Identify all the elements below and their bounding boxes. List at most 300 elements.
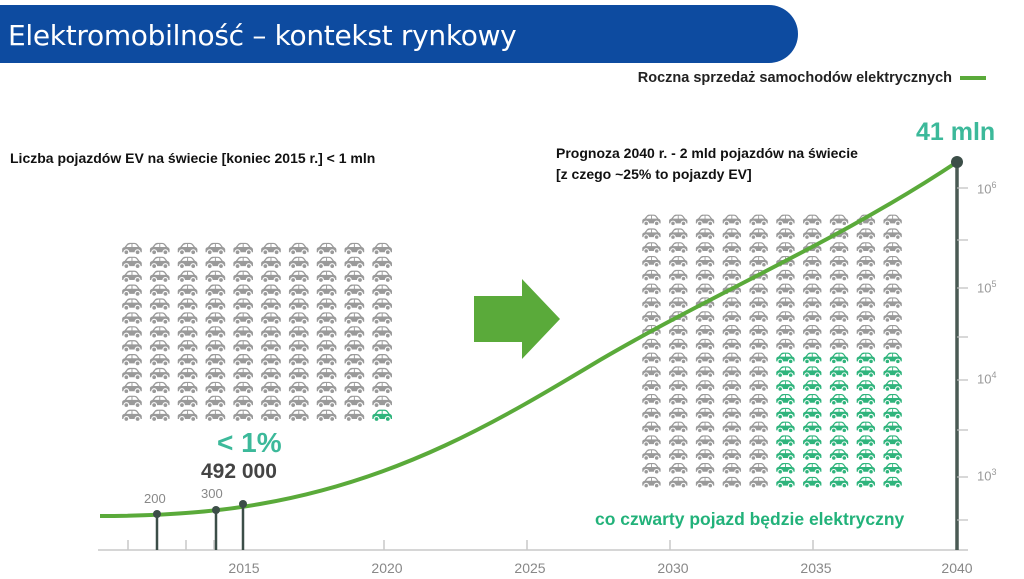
car-icon <box>206 354 226 366</box>
car-icon <box>372 312 392 324</box>
car-icon <box>642 270 660 281</box>
car-icon <box>345 396 365 408</box>
car-icon <box>830 270 848 281</box>
ev-car-icon <box>857 449 875 460</box>
car-icon <box>776 242 794 253</box>
car-icon <box>642 463 660 474</box>
car-icon <box>803 228 821 239</box>
car-icon <box>749 477 767 488</box>
car-icon <box>345 257 365 269</box>
ev-car-icon <box>857 366 875 377</box>
car-icon <box>696 242 714 253</box>
car-icon <box>642 477 660 488</box>
ev-car-icon <box>830 366 848 377</box>
ev-car-icon <box>830 353 848 364</box>
ev-car-icon <box>803 408 821 419</box>
y-tick-label <box>977 279 996 295</box>
car-icon <box>206 368 226 380</box>
car-icon <box>122 326 142 338</box>
car-icon <box>723 380 741 391</box>
car-icon <box>150 368 170 380</box>
car-icon <box>317 257 337 269</box>
car-icon <box>749 284 767 295</box>
car-icon <box>696 325 714 336</box>
car-icon <box>233 382 253 394</box>
car-icon <box>696 463 714 474</box>
car-icon <box>122 243 142 255</box>
car-icon <box>883 215 901 226</box>
car-icon <box>669 435 687 446</box>
car-icon <box>669 297 687 308</box>
y-tick-label <box>977 370 996 386</box>
car-icon <box>749 297 767 308</box>
ev-car-icon <box>803 422 821 433</box>
car-icon <box>669 228 687 239</box>
car-icon <box>289 354 309 366</box>
car-icon <box>372 396 392 408</box>
car-icon <box>289 312 309 324</box>
car-icon <box>669 449 687 460</box>
car-icon <box>749 380 767 391</box>
car-icon <box>206 382 226 394</box>
car-icon <box>317 340 337 352</box>
car-icon <box>261 298 281 310</box>
car-icon <box>150 354 170 366</box>
car-icon <box>289 243 309 255</box>
ev-share-label: < 1% <box>217 427 282 458</box>
car-icon <box>178 285 198 297</box>
ev-car-icon <box>776 449 794 460</box>
ev-car-icon <box>857 463 875 474</box>
car-icon <box>317 368 337 380</box>
car-icon <box>642 422 660 433</box>
car-icon <box>669 215 687 226</box>
car-icon <box>669 477 687 488</box>
car-icon <box>749 449 767 460</box>
car-icon <box>830 242 848 253</box>
ev-car-icon <box>883 449 901 460</box>
car-icon <box>122 382 142 394</box>
ev-car-icon <box>857 408 875 419</box>
ev-car-icon <box>830 394 848 405</box>
car-icon <box>749 366 767 377</box>
car-icon <box>289 340 309 352</box>
car-icon <box>696 394 714 405</box>
car-icon <box>776 297 794 308</box>
car-icon <box>345 243 365 255</box>
car-icon <box>749 325 767 336</box>
car-icon <box>206 326 226 338</box>
car-icon <box>233 354 253 366</box>
car-icon <box>178 312 198 324</box>
car-icon <box>345 298 365 310</box>
car-icon <box>749 215 767 226</box>
ev-car-icon <box>857 422 875 433</box>
car-icon <box>883 270 901 281</box>
car-icon <box>372 285 392 297</box>
ev-car-icon <box>776 422 794 433</box>
car-icon <box>696 311 714 322</box>
car-icon <box>669 422 687 433</box>
ev-car-icon <box>830 463 848 474</box>
car-icon <box>206 285 226 297</box>
car-icon <box>830 311 848 322</box>
car-icon <box>261 340 281 352</box>
y-tick-exponent: 6 <box>991 180 997 190</box>
car-icon <box>345 285 365 297</box>
car-icon <box>642 242 660 253</box>
car-icon <box>749 311 767 322</box>
ev-car-icon <box>776 435 794 446</box>
car-icon <box>233 298 253 310</box>
car-icon <box>723 215 741 226</box>
car-icon <box>883 242 901 253</box>
car-icon <box>372 271 392 283</box>
car-icon <box>883 284 901 295</box>
car-icon <box>669 353 687 364</box>
car-icon <box>749 353 767 364</box>
car-icon <box>233 326 253 338</box>
car-icon <box>261 382 281 394</box>
car-icon <box>122 340 142 352</box>
car-icon <box>723 353 741 364</box>
car-icon <box>178 271 198 283</box>
ev-car-icon <box>857 353 875 364</box>
car-icon <box>749 408 767 419</box>
car-icon <box>372 382 392 394</box>
ev-car-icon <box>883 366 901 377</box>
car-icon <box>857 339 875 350</box>
car-icon <box>669 366 687 377</box>
x-tick-label: 2030 <box>657 560 689 576</box>
ev-car-icon <box>803 463 821 474</box>
car-icon <box>723 256 741 267</box>
car-icon <box>372 298 392 310</box>
car-icon <box>803 215 821 226</box>
car-icon <box>723 297 741 308</box>
car-icon <box>669 270 687 281</box>
ev-car-icon <box>883 353 901 364</box>
car-icon <box>122 354 142 366</box>
car-icon <box>803 284 821 295</box>
car-icon <box>723 394 741 405</box>
car-icon <box>803 256 821 267</box>
car-icon <box>642 297 660 308</box>
forecast-caption: co czwarty pojazd będzie elektryczny <box>595 509 905 529</box>
car-icon <box>857 242 875 253</box>
marker-2014 <box>212 506 220 550</box>
ev-car-icon <box>830 477 848 488</box>
ev-car-icon <box>776 408 794 419</box>
ev-car-icon <box>803 435 821 446</box>
car-icon <box>233 410 253 422</box>
ev-car-icon <box>857 394 875 405</box>
car-icon <box>830 339 848 350</box>
car-icon <box>642 311 660 322</box>
car-icon <box>206 312 226 324</box>
legend-label: Roczna sprzedaż samochodów elektrycznych <box>637 70 952 86</box>
x-tick-label: 2035 <box>800 560 832 576</box>
car-icon <box>122 271 142 283</box>
car-icon <box>345 340 365 352</box>
car-icon <box>776 325 794 336</box>
car-icon <box>830 256 848 267</box>
car-icon <box>345 326 365 338</box>
left-car-grid <box>122 243 392 422</box>
car-icon <box>696 215 714 226</box>
car-icon <box>261 326 281 338</box>
car-icon <box>206 257 226 269</box>
ev-car-icon <box>803 394 821 405</box>
ev-car-icon <box>803 380 821 391</box>
car-icon <box>289 368 309 380</box>
car-icon <box>261 243 281 255</box>
y-tick-base: 10 <box>977 280 992 296</box>
car-icon <box>642 228 660 239</box>
car-icon <box>857 325 875 336</box>
car-icon <box>178 298 198 310</box>
car-icon <box>776 311 794 322</box>
marker-2040 <box>951 156 963 168</box>
car-icon <box>723 228 741 239</box>
ev-car-icon <box>803 353 821 364</box>
car-icon <box>289 396 309 408</box>
left-heading: Liczba pojazdów EV na świecie [koniec 2015 r.] < 1 mln <box>10 150 376 166</box>
car-icon <box>150 285 170 297</box>
car-icon <box>372 326 392 338</box>
ev-car-icon <box>830 435 848 446</box>
car-icon <box>857 311 875 322</box>
car-icon <box>669 325 687 336</box>
y-tick-base: 10 <box>977 371 992 387</box>
ev-car-icon <box>857 477 875 488</box>
ev-car-icon <box>883 422 901 433</box>
car-icon <box>803 311 821 322</box>
car-icon <box>178 382 198 394</box>
car-icon <box>206 271 226 283</box>
ev-car-icon <box>830 380 848 391</box>
car-icon <box>696 366 714 377</box>
car-icon <box>122 368 142 380</box>
value-2040-label: 41 mln <box>916 118 996 146</box>
car-icon <box>261 396 281 408</box>
car-icon <box>776 339 794 350</box>
car-icon <box>857 284 875 295</box>
car-icon <box>178 257 198 269</box>
car-icon <box>261 410 281 422</box>
right-arrow-icon <box>474 279 560 359</box>
ev-car-icon <box>883 408 901 419</box>
car-icon <box>150 326 170 338</box>
car-icon <box>206 396 226 408</box>
x-tick-label: 2020 <box>371 560 403 576</box>
car-icon <box>723 270 741 281</box>
ev-car-icon <box>883 435 901 446</box>
ev-car-icon <box>776 394 794 405</box>
page-title: Elektromobilność – kontekst rynkowy <box>8 19 517 52</box>
car-icon <box>233 257 253 269</box>
car-icon <box>150 298 170 310</box>
car-icon <box>261 354 281 366</box>
car-icon <box>178 354 198 366</box>
car-icon <box>372 368 392 380</box>
car-icon <box>669 408 687 419</box>
car-icon <box>642 353 660 364</box>
car-icon <box>178 396 198 408</box>
car-icon <box>669 463 687 474</box>
ev-car-icon <box>776 366 794 377</box>
car-icon <box>669 242 687 253</box>
car-icon <box>669 256 687 267</box>
car-icon <box>696 270 714 281</box>
y-tick-label <box>977 180 996 196</box>
right-heading-line2: [z czego ~25% to pojazdy EV] <box>556 166 752 182</box>
car-icon <box>803 270 821 281</box>
car-icon <box>372 243 392 255</box>
car-icon <box>206 340 226 352</box>
car-icon <box>178 243 198 255</box>
car-icon <box>345 354 365 366</box>
car-icon <box>150 243 170 255</box>
car-icon <box>696 408 714 419</box>
y-tick-exponent: 3 <box>991 467 997 477</box>
car-icon <box>803 297 821 308</box>
car-icon <box>150 396 170 408</box>
car-icon <box>289 410 309 422</box>
ev-car-icon <box>883 394 901 405</box>
car-icon <box>289 257 309 269</box>
car-icon <box>317 354 337 366</box>
car-icon <box>261 271 281 283</box>
car-icon <box>317 312 337 324</box>
car-icon <box>696 256 714 267</box>
car-icon <box>122 298 142 310</box>
car-icon <box>669 339 687 350</box>
car-icon <box>317 298 337 310</box>
right-car-grid <box>642 215 902 488</box>
ev-car-icon <box>830 422 848 433</box>
ev-car-icon <box>857 435 875 446</box>
car-icon <box>642 435 660 446</box>
car-icon <box>883 228 901 239</box>
car-icon <box>642 366 660 377</box>
ev-car-icon <box>883 477 901 488</box>
y-tick-base: 10 <box>977 468 992 484</box>
car-icon <box>261 368 281 380</box>
car-icon <box>642 215 660 226</box>
car-icon <box>830 297 848 308</box>
car-icon <box>749 435 767 446</box>
car-icon <box>642 449 660 460</box>
car-icon <box>289 271 309 283</box>
car-icon <box>317 271 337 283</box>
car-icon <box>642 380 660 391</box>
car-icon <box>883 339 901 350</box>
car-icon <box>696 449 714 460</box>
car-icon <box>289 382 309 394</box>
car-icon <box>857 270 875 281</box>
car-icon <box>317 243 337 255</box>
x-tick-label: 2015 <box>228 560 260 576</box>
ev-car-icon <box>776 353 794 364</box>
car-icon <box>642 394 660 405</box>
car-icon <box>776 284 794 295</box>
car-icon <box>150 257 170 269</box>
car-icon <box>723 449 741 460</box>
car-icon <box>776 215 794 226</box>
car-icon <box>830 284 848 295</box>
car-icon <box>150 410 170 422</box>
car-icon <box>669 284 687 295</box>
car-icon <box>317 326 337 338</box>
car-icon <box>723 242 741 253</box>
car-icon <box>642 284 660 295</box>
ev-car-icon <box>776 463 794 474</box>
car-icon <box>883 325 901 336</box>
car-icon <box>150 340 170 352</box>
car-icon <box>178 340 198 352</box>
car-icon <box>803 339 821 350</box>
ev-car-icon <box>803 449 821 460</box>
car-icon <box>830 215 848 226</box>
ev-car-icon <box>803 477 821 488</box>
car-icon <box>345 368 365 380</box>
car-icon <box>696 422 714 433</box>
car-icon <box>122 312 142 324</box>
car-icon <box>857 228 875 239</box>
car-icon <box>857 297 875 308</box>
car-icon <box>669 380 687 391</box>
car-icon <box>723 366 741 377</box>
car-icon <box>776 270 794 281</box>
car-icon <box>723 311 741 322</box>
y-tick-label <box>977 467 996 483</box>
car-icon <box>317 285 337 297</box>
car-icon <box>749 422 767 433</box>
car-icon <box>345 271 365 283</box>
car-icon <box>696 284 714 295</box>
car-icon <box>233 271 253 283</box>
car-icon <box>150 312 170 324</box>
car-icon <box>642 339 660 350</box>
car-icon <box>642 408 660 419</box>
ev-car-icon <box>372 410 392 422</box>
value-2014-label: 300 <box>201 486 223 501</box>
car-icon <box>122 285 142 297</box>
car-icon <box>372 340 392 352</box>
car-icon <box>723 422 741 433</box>
car-icon <box>749 463 767 474</box>
car-icon <box>178 326 198 338</box>
car-icon <box>776 228 794 239</box>
car-icon <box>289 285 309 297</box>
car-icon <box>372 257 392 269</box>
car-icon <box>317 396 337 408</box>
car-icon <box>122 396 142 408</box>
y-tick-base: 10 <box>977 181 992 197</box>
car-icon <box>723 477 741 488</box>
car-icon <box>122 257 142 269</box>
car-icon <box>178 410 198 422</box>
car-icon <box>723 325 741 336</box>
car-icon <box>233 285 253 297</box>
car-icon <box>723 408 741 419</box>
x-tick-label: 2025 <box>514 560 546 576</box>
car-icon <box>857 256 875 267</box>
car-icon <box>749 228 767 239</box>
car-icon <box>345 410 365 422</box>
right-heading-line1: Prognoza 2040 r. - 2 mld pojazdów na świecie <box>556 145 858 161</box>
